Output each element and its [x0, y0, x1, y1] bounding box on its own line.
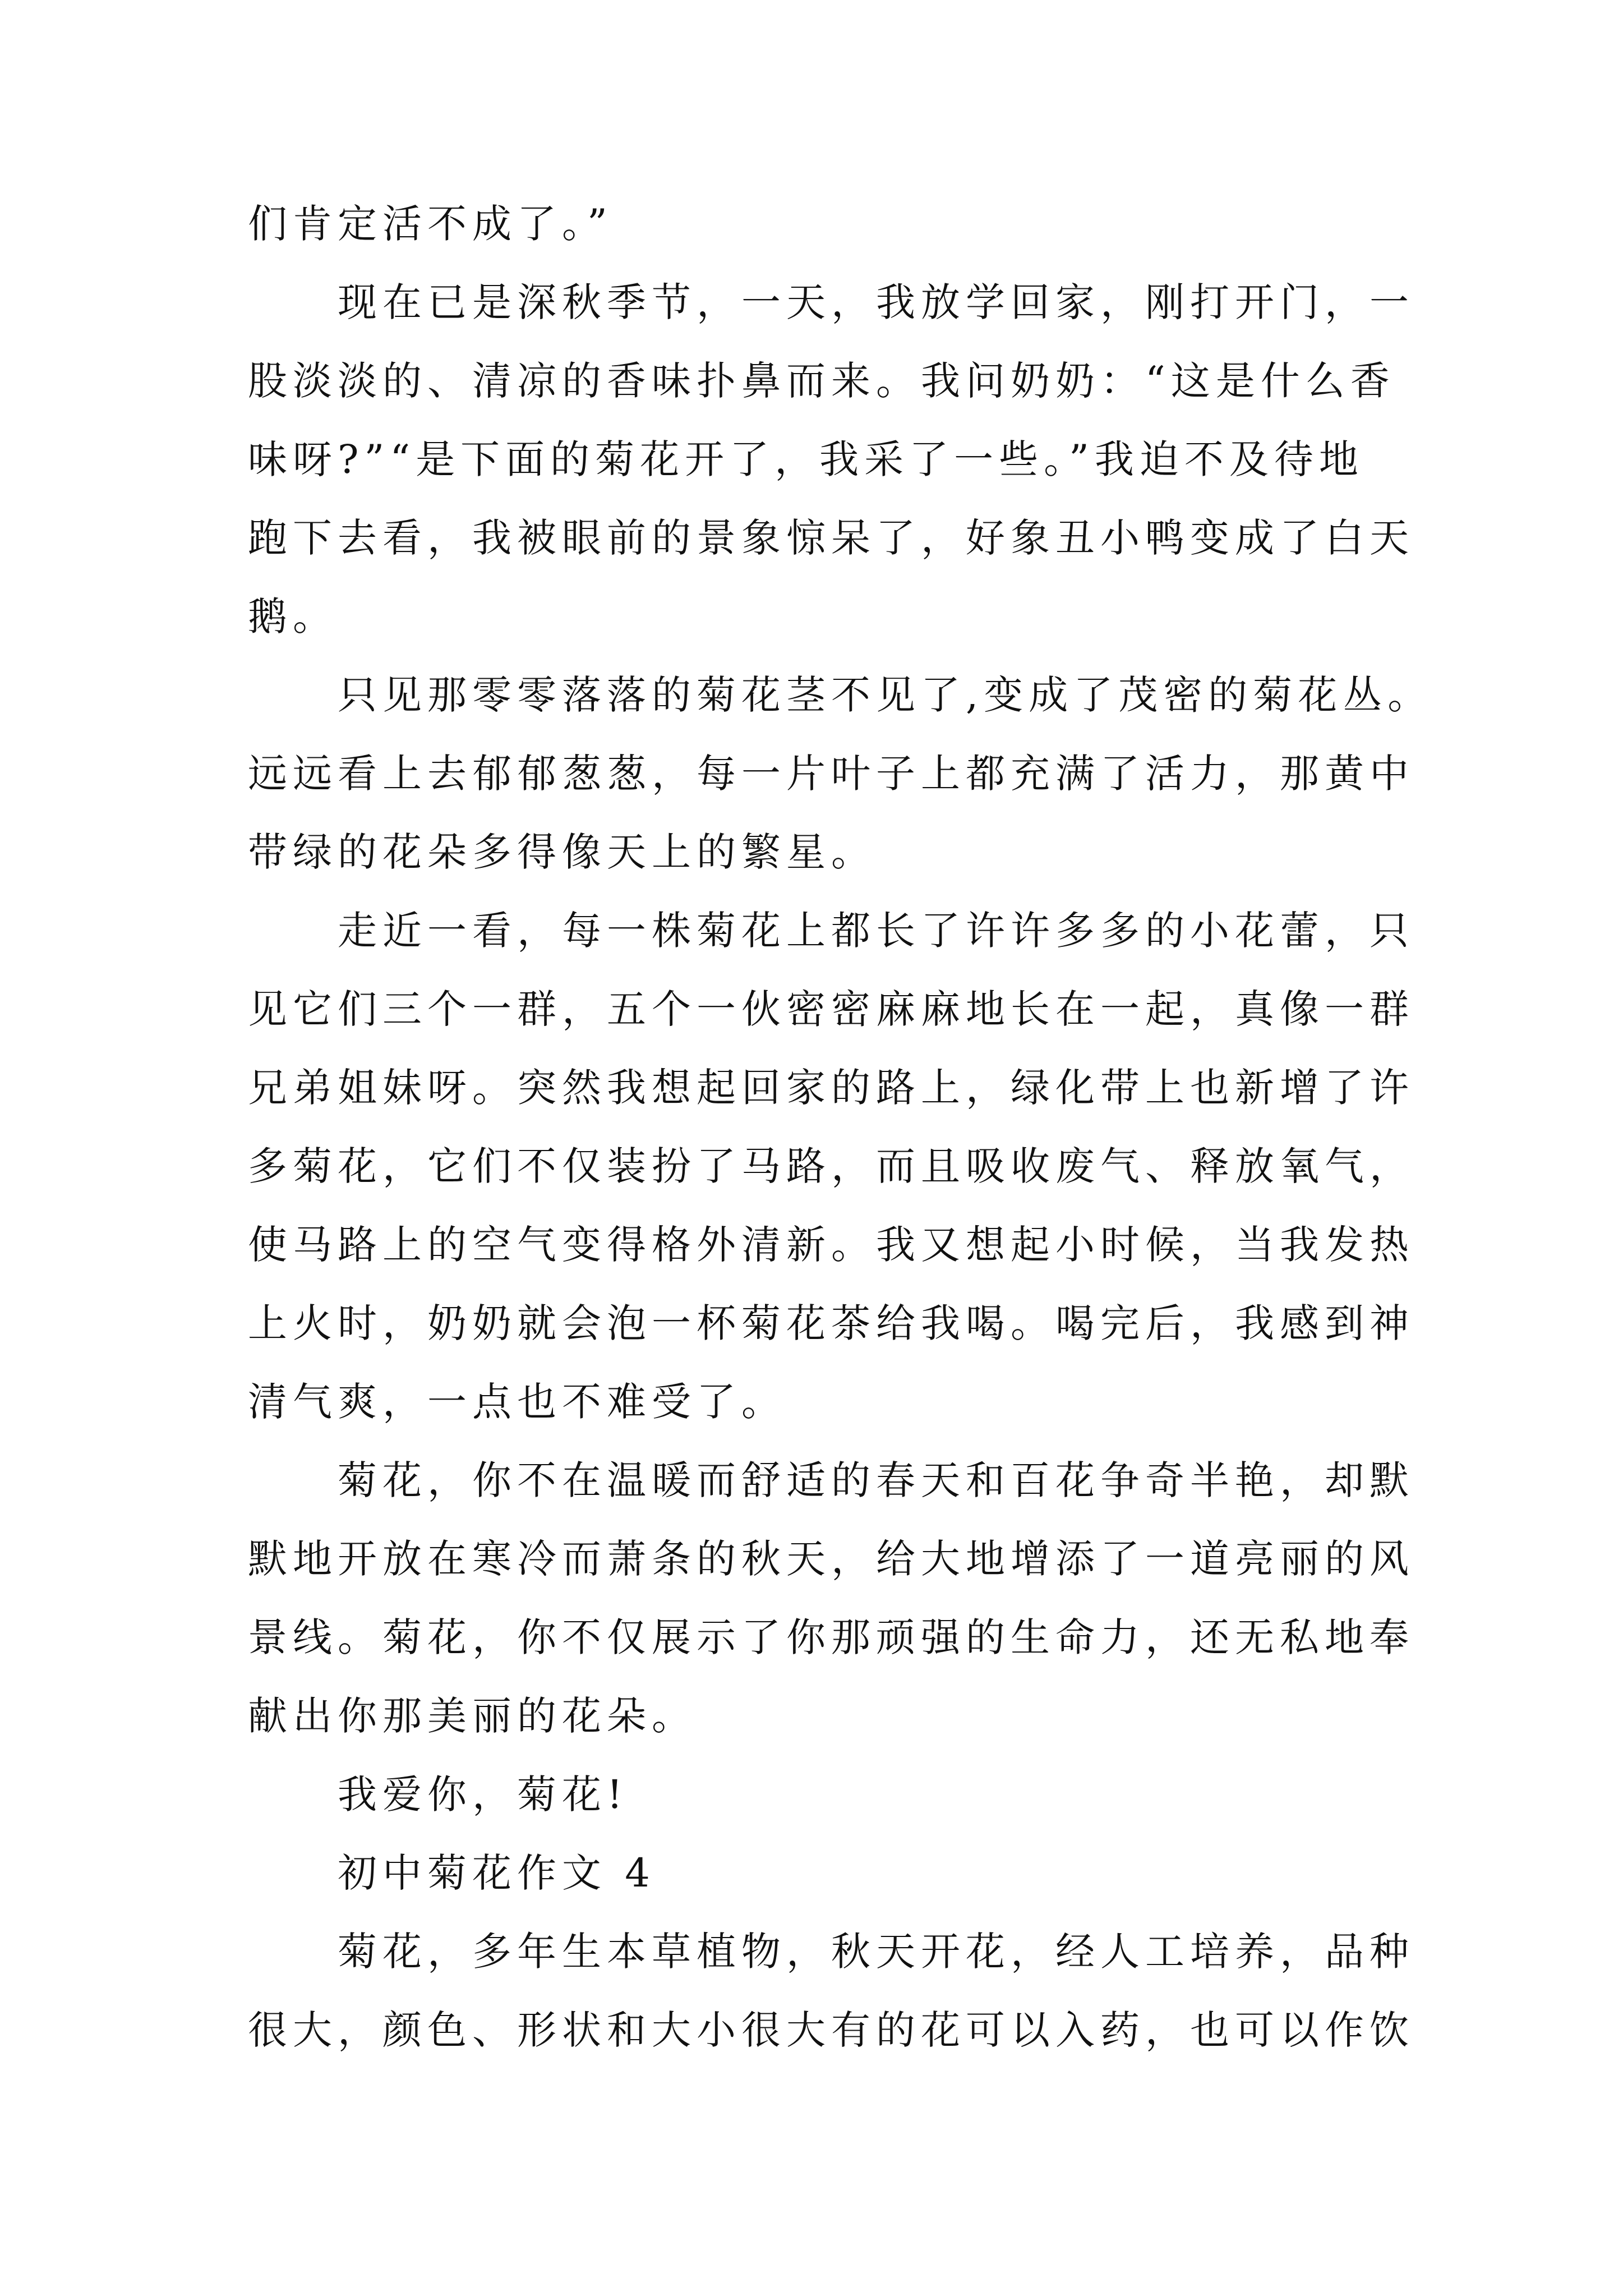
paragraph-start-line: 只见那零零落落的菊花茎不见了,变成了茂密的菊花丛。	[338, 672, 1433, 718]
text-line: 清气爽，一点也不难受了。	[248, 1379, 786, 1425]
paragraph-start-line: 菊花，多年生本草植物，秋天开花，经人工培养，品种	[338, 1929, 1414, 1975]
text-line: 上火时，奶奶就会泡一杯菊花茶给我喝。喝完后，我感到神	[248, 1300, 1414, 1346]
paragraph-start-line: 走近一看，每一株菊花上都长了许许多多的小花蕾，只	[338, 908, 1414, 954]
text-line: 使马路上的空气变得格外清新。我又想起小时候，当我发热	[248, 1222, 1414, 1268]
paragraph-start-line: 现在已是深秋季节，一天，我放学回家，刚打开门，一	[338, 279, 1414, 325]
text-line: 带绿的花朵多得像天上的繁星。	[248, 829, 876, 875]
paragraph-start-line: 我爱你，菊花!	[338, 1772, 629, 1818]
paragraph-start-line: 菊花，你不在温暖而舒适的春天和百花争奇半艳，却默	[338, 1457, 1414, 1503]
text-line: 鹅。	[248, 593, 338, 639]
text-line: 兄弟姐妹呀。突然我想起回家的路上，绿化带上也新增了许	[248, 1065, 1414, 1111]
text-line: 默地开放在寒冷而萧条的秋天，给大地增添了一道亮丽的风	[248, 1536, 1414, 1582]
text-line: 们肯定活不成了。”	[248, 201, 613, 247]
text-line: 股淡淡的、清凉的香味扑鼻而来。我问奶奶：“这是什么香	[248, 358, 1395, 404]
text-line: 多菊花，它们不仅装扮了马路，而且吸收废气、释放氧气，	[248, 1143, 1414, 1189]
section-heading: 初中菊花作文 4	[338, 1850, 656, 1896]
text-line: 很大，颜色、形状和大小很大有的花可以入药，也可以作饮	[248, 2007, 1414, 2053]
text-line: 景线。菊花，你不仅展示了你那顽强的生命力，还无私地奉	[248, 1614, 1414, 1660]
text-line: 味呀?”“是下面的菊花开了，我采了一些。”我迫不及待地	[248, 436, 1364, 482]
text-line: 见它们三个一群，五个一伙密密麻麻地长在一起，真像一群	[248, 986, 1414, 1032]
text-line: 献出你那美丽的花朵。	[248, 1693, 697, 1739]
text-line: 跑下去看，我被眼前的景象惊呆了，好象丑小鸭变成了白天	[248, 515, 1414, 561]
text-line: 远远看上去郁郁葱葱，每一片叶子上都充满了活力，那黄中	[248, 751, 1414, 797]
